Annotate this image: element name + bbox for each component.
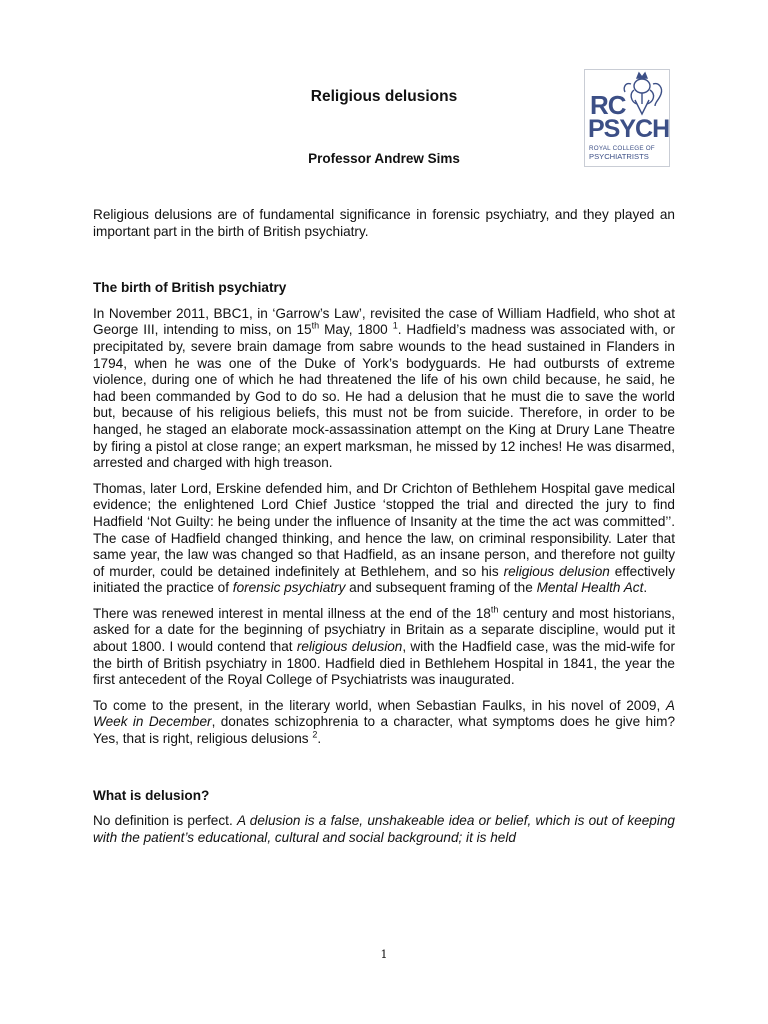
italic-text: A Week in December bbox=[93, 697, 675, 730]
text-run: century and most historians, asked for a date for the beginning of psychiatry in Britain as a separate discipline, would put it about 1800. I would contend that bbox=[93, 605, 676, 655]
italic-text: religious delusion bbox=[296, 639, 403, 655]
text-run: . bbox=[643, 580, 648, 596]
intro-paragraph: Religious delusions are of fundamental significance in forensic psychiatry, and they played an important part in the birth of British psychiatry. bbox=[93, 207, 675, 239]
logo-psych: PSYCH bbox=[588, 115, 670, 143]
document-title: Religious delusions bbox=[310, 88, 458, 105]
document-body bbox=[93, 207, 675, 855]
text-run: Thomas, later Lord, Erskine defended him, and Dr Crichton of Bethlehem Hospital gave medical evidence; the enlightened Lord Chief Justice ‘stopped the trial and directed the jury to find Hadfield ‘Not Guilty: he being under the influence of Insanity at the time the act was committed’’. The case of Hadfield changed thinking, and hence the law, on criminal responsibility. Later that same year, the law was changed so that Hadfield, as an insane person, and therefore not guilty of murder, could be detained indefinitely at Bethlehem, and so his bbox=[93, 480, 675, 579]
italic-text: A delusion is a false, unshakeable idea or belief, which is out of keeping with the patient’s educational, cultural and social background; it is held bbox=[93, 813, 675, 845]
text-run: , donates schizophrenia to a character, what symptoms does he give him? Yes, that is right, religious delusions bbox=[93, 714, 676, 747]
italic-text: Mental Health Act bbox=[536, 580, 644, 596]
text-run: May, 1800 bbox=[319, 322, 393, 338]
text-run: There was renewed interest in mental illness at the end of the 18 bbox=[93, 605, 491, 621]
text-run: effectively initiated the practice of bbox=[93, 563, 675, 596]
section-heading-delusion: What is delusion? bbox=[93, 787, 210, 803]
section-heading-birth: The birth of British psychiatry bbox=[93, 280, 287, 296]
paragraph-renewed-interest bbox=[93, 606, 675, 689]
logo-subtitle: ROYAL COLLEGE OF bbox=[589, 145, 655, 152]
text-run: . Hadfield’s madness was associated with, or precipitated by, severe brain damage from sabre wounds to the head sustained in Flanders in 1794, when he was one of the Duke of York’s bodyguards. He had outbursts of extreme violence, during one of which he had threatened the life of his own child because, he said, he had been commanded by God to do so. He had a delusion that he must die to save the world but, because of his religious beliefs, this must not be from suicide. Therefore, in order to be hanged, he staged an elaborate mock-assassination attempt on the King at Drury Lane Theatre by firing a pistol at close range; an expert marksman, he missed by 12 inches! He was disarmed, arrested and charged with high treason. bbox=[93, 322, 675, 471]
footnote-ref: 1 bbox=[392, 320, 398, 331]
superscript: th bbox=[311, 320, 320, 331]
document-author: Professor Andrew Sims bbox=[308, 151, 460, 166]
superscript: th bbox=[490, 604, 499, 615]
rcpsych-logo bbox=[584, 69, 670, 167]
paragraph-hadfield bbox=[93, 306, 675, 472]
page-number: 1 bbox=[380, 948, 388, 961]
text-run: and subsequent framing of the bbox=[345, 580, 537, 596]
paragraph-faulks bbox=[93, 698, 675, 748]
footnote-ref: 2 bbox=[312, 729, 318, 740]
text-run: To come to the present, in the literary world, when Sebastian Faulks, in his novel of 2009, bbox=[93, 697, 666, 713]
logo-rc: RC bbox=[590, 90, 626, 120]
paragraph-definition bbox=[93, 813, 675, 846]
italic-text: forensic psychiatry bbox=[232, 580, 346, 596]
italic-text: religious delusion bbox=[503, 563, 610, 579]
logo-subtitle-2: PSYCHIATRISTS bbox=[589, 152, 649, 161]
text-run: , with the Hadfield case, was the mid-wife for the birth of British psychiatry in 1800. Hadfield died in Bethlehem Hospital in 1841, the year the first antecedent of the Royal College of Psychiatrists was inaugurated. bbox=[93, 639, 676, 688]
text-run: . bbox=[317, 731, 322, 747]
paragraph-erskine bbox=[93, 481, 675, 597]
text-run: No definition is perfect. bbox=[93, 813, 237, 829]
text-run: In November 2011, BBC1, in ‘Garrow’s Law’, revisited the case of William Hadfield, who shot at George III, intending to miss, on 15 bbox=[93, 305, 675, 338]
